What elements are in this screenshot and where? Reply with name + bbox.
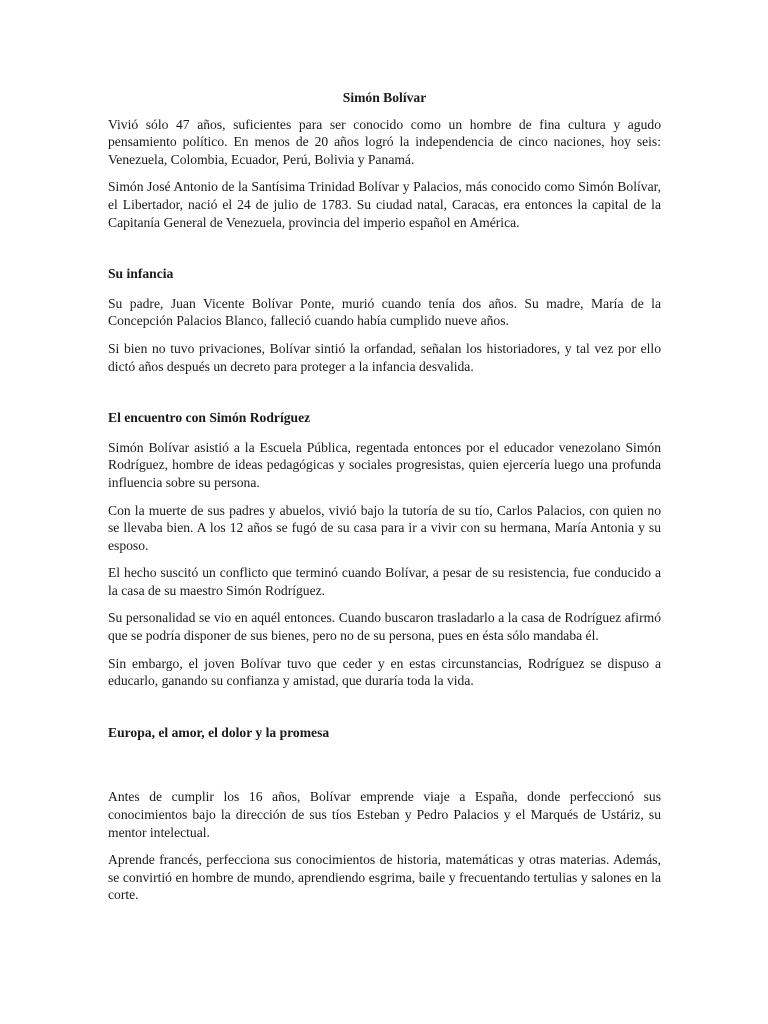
paragraph: Su personalidad se vio en aquél entonces. Cuando buscaron trasladarlo a la casa de Rodríguez afirmó que se podría disponer de sus bienes, pero no de su persona, pues en ésta sólo mandaba él. (108, 610, 661, 644)
paragraph: Si bien no tuvo privaciones, Bolívar sintió la orfandad, señalan los historiadores, y tal vez por ello dictó años después un decreto para proteger a la infancia desvalida. (108, 340, 661, 374)
paragraph: Vivió sólo 47 años, suficientes para ser conocido como un hombre de fina cultura y agudo pensamiento político. En menos de 20 años logró la independencia de cinco naciones, hoy seis: Venezuela, Colombia, Ecuador, Perú, Bolivia y Panamá. (108, 116, 661, 167)
paragraph: Aprende francés, perfecciona sus conocimientos de historia, matemáticas y otras materias. Además, se convirtió en hombre de mundo, aprendiendo esgrima, baile y frecuentando tertulias y salones en la corte. (108, 852, 661, 903)
paragraph: El hecho suscitó un conflicto que terminó cuando Bolívar, a pesar de su resistencia, fue conducido a la casa de su maestro Simón Rodríguez. (108, 565, 661, 598)
document-page (108, 89, 661, 904)
paragraph: Su padre, Juan Vicente Bolívar Ponte, murió cuando tenía dos años. Su madre, María de la Concepción Palacios Blanco, falleció cuando había cumplido nueve años. (108, 295, 661, 329)
paragraph: Simón José Antonio de la Santísima Trinidad Bolívar y Palacios, más conocido como Simón Bolívar, el Libertador, nació el 24 de julio de 1783. Su ciudad natal, Caracas, era entonces la capital de la Capitanía General de Venezuela, provincia del imperio español en América. (108, 179, 661, 230)
section-heading: El encuentro con Simón Rodríguez (108, 410, 311, 426)
document-title: Simón Bolívar (342, 90, 427, 105)
paragraph: Sin embargo, el joven Bolívar tuvo que ceder y en estas circunstancias, Rodríguez se dispuso a educarlo, ganando su confianza y amistad, que duraría toda la vida. (108, 655, 661, 689)
paragraph: Con la muerte de sus padres y abuelos, vivió bajo la tutoría de su tío, Carlos Palacios, con quien no se llevaba bien. A los 12 años se fugó de su casa para ir a vivir con su hermana, María Antonia y su esposo. (108, 502, 661, 553)
section-heading: Su infancia (108, 266, 174, 282)
paragraph: Simón Bolívar asistió a la Escuela Pública, regentada entonces por el educador venezolano Simón Rodríguez, hombre de ideas pedagógicas y sociales progresistas, quien ejercería luego una profunda influencia sobre su persona. (108, 439, 661, 490)
paragraph: Antes de cumplir los 16 años, Bolívar emprende viaje a España, donde perfeccionó sus conocimientos bajo la dirección de sus tíos Esteban y Pedro Palacios y el Marqués de Ustáriz, su mentor intelectual. (108, 789, 661, 840)
section-heading: Europa, el amor, el dolor y la promesa (108, 724, 330, 740)
